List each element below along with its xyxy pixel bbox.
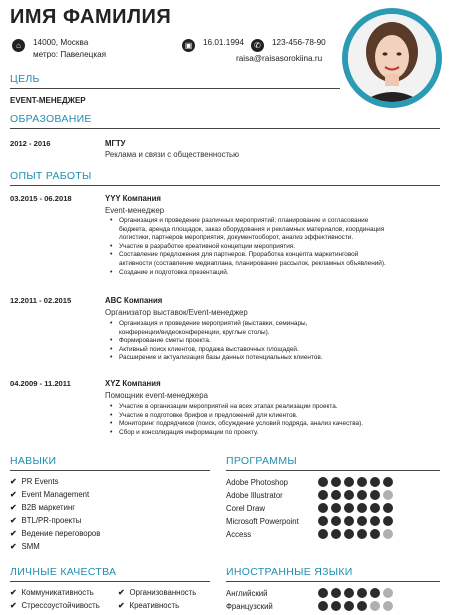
- program-name: Corel Draw: [226, 504, 265, 513]
- check-icon: ✔: [10, 542, 17, 551]
- list-item: • Участие в организации мероприятий на всех этапах реализации проекта.: [108, 403, 438, 412]
- section-title-languages: ИНОСТРАННЫЕ ЯЗЫКИ: [226, 566, 353, 578]
- list-item-continued: конференции/видеоконференции, круглые столы).: [119, 328, 270, 336]
- job-dates: 12.2011 - 02.2015: [10, 296, 72, 305]
- section-title-programs: ПРОГРАММЫ: [226, 455, 297, 467]
- check-icon: ✔: [10, 588, 17, 597]
- job-company: ABC Компания: [105, 296, 163, 305]
- full-name: ИМЯ ФАМИЛИЯ: [10, 6, 172, 28]
- rating-dot-filled: [357, 503, 367, 513]
- phone-number: 123-456-78-90: [272, 38, 326, 47]
- rating-dot-filled: [357, 529, 367, 539]
- rating-dot-empty: [383, 490, 393, 500]
- rating-dot-filled: [383, 516, 393, 526]
- quality-item: ✔ Коммуникативность: [10, 588, 94, 597]
- education-dates: 2012 - 2016: [10, 139, 51, 148]
- divider: [10, 88, 340, 89]
- divider: [226, 470, 440, 471]
- avatar: [342, 8, 442, 108]
- rating-dot-filled: [318, 601, 328, 611]
- cake-icon: ▣: [182, 39, 195, 52]
- rating-dot-filled: [370, 477, 380, 487]
- rating-dot-empty: [370, 601, 380, 611]
- rating-dot-filled: [370, 503, 380, 513]
- section-title-goal: ЦЕЛЬ: [10, 73, 40, 85]
- phone-icon: ✆: [251, 39, 264, 52]
- birthdate: 16.01.1994: [203, 38, 244, 47]
- divider: [10, 470, 210, 471]
- rating-dot-filled: [370, 516, 380, 526]
- education-specialty: Реклама и связи с общественностью: [105, 150, 239, 159]
- rating-dot-filled: [331, 601, 341, 611]
- home-icon: ⌂: [12, 39, 25, 52]
- program-rating: [318, 529, 393, 539]
- rating-dot-filled: [357, 516, 367, 526]
- rating-dot-filled: [318, 503, 328, 513]
- rating-dot-filled: [318, 529, 328, 539]
- education-institution: МГТУ: [105, 139, 126, 148]
- rating-dot-filled: [383, 477, 393, 487]
- rating-dot-filled: [344, 490, 354, 500]
- rating-dot-filled: [318, 588, 328, 598]
- list-item-continued: логистики, партнеров мероприятия, документооборот, анализ эффективности.: [119, 234, 354, 242]
- section-title-qualities: ЛИЧНЫЕ КАЧЕСТВА: [10, 566, 117, 578]
- check-icon: ✔: [10, 477, 17, 486]
- program-rating: [318, 516, 393, 526]
- skill-item: ✔ Event Management: [10, 490, 90, 499]
- quality-item: ✔ Стрессоустойчивость: [10, 601, 100, 610]
- rating-dot-filled: [344, 601, 354, 611]
- list-item: • Организация и проведение мероприятий (выставки, семинары,: [108, 320, 438, 329]
- email-address[interactable]: raisa@raisasorokiina.ru: [236, 54, 323, 63]
- job-role: Организатор выставок/Event-менеджер: [105, 308, 248, 317]
- rating-dot-filled: [344, 529, 354, 539]
- list-item: • Активный поиск клиентов, продажа выставочных площадей.: [108, 346, 438, 355]
- language-name: Английский: [226, 589, 268, 598]
- target-position: EVENT-МЕНЕДЖЕР: [10, 96, 86, 105]
- job-dates: 04.2009 - 11.2011: [10, 379, 71, 388]
- skill-item: ✔ BTL/PR-проекты: [10, 516, 82, 525]
- language-name: Французский: [226, 602, 273, 611]
- address-line-2: метро: Павелецкая: [33, 50, 107, 59]
- language-rating: [318, 601, 393, 611]
- rating-dot-filled: [331, 529, 341, 539]
- rating-dot-empty: [383, 529, 393, 539]
- list-item: • Создание и подготовка презентаций.: [108, 269, 438, 278]
- rating-dot-filled: [331, 503, 341, 513]
- job-duties: [108, 320, 438, 363]
- section-title-education: ОБРАЗОВАНИЕ: [10, 113, 92, 125]
- rating-dot-filled: [344, 516, 354, 526]
- divider: [10, 581, 210, 582]
- check-icon: ✔: [10, 529, 17, 538]
- address-line-1: 14000, Москва: [33, 38, 89, 47]
- rating-dot-filled: [331, 588, 341, 598]
- rating-dot-filled: [318, 516, 328, 526]
- list-item-continued: активности (составление медиаплана, планирование рассылок, рекламных объявлений).: [119, 259, 386, 267]
- check-icon: ✔: [10, 601, 17, 610]
- rating-dot-filled: [383, 503, 393, 513]
- check-icon: ✔: [10, 503, 17, 512]
- skill-item: ✔ SMM: [10, 542, 40, 551]
- skill-item: ✔ B2B маркетинг: [10, 503, 76, 512]
- check-icon: ✔: [10, 516, 17, 525]
- list-item: • Расширение и актуализация базы данных потенциальных клиентов.: [108, 354, 438, 363]
- program-rating: [318, 490, 393, 500]
- check-icon: ✔: [118, 588, 125, 597]
- profile-photo: [348, 14, 436, 102]
- rating-dot-filled: [318, 490, 328, 500]
- job-dates: 03.2015 - 06.2018: [10, 194, 72, 203]
- language-rating: [318, 588, 393, 598]
- program-rating: [318, 503, 393, 513]
- rating-dot-filled: [318, 477, 328, 487]
- list-item: • Формирование сметы проекта.: [108, 337, 438, 346]
- list-item: • Организация и проведение различных мероприятий: планирование и согласование: [108, 217, 438, 226]
- list-item: • Составление предложения для партнеров. Проработка концепта маркетинговой: [108, 251, 438, 260]
- rating-dot-filled: [331, 477, 341, 487]
- rating-dot-empty: [383, 601, 393, 611]
- rating-dot-filled: [331, 490, 341, 500]
- rating-dot-filled: [357, 588, 367, 598]
- list-item: • Участие в разработке креативной концепции мероприятия.: [108, 243, 438, 252]
- job-company: XYZ Компания: [105, 379, 161, 388]
- divider: [10, 128, 440, 129]
- rating-dot-filled: [370, 490, 380, 500]
- skill-item: ✔ Ведение переговоров: [10, 529, 101, 538]
- list-item: • Мониторинг подрядчиков (поиск, обсуждение условий подряда, анализ качества).: [108, 420, 438, 429]
- rating-dot-filled: [344, 503, 354, 513]
- rating-dot-filled: [370, 588, 380, 598]
- skill-item: ✔ PR Events: [10, 477, 59, 486]
- divider: [10, 185, 440, 186]
- rating-dot-filled: [370, 529, 380, 539]
- quality-item: ✔ Организованность: [118, 588, 197, 597]
- rating-dot-filled: [357, 490, 367, 500]
- list-item: • Сбор и консолидация информации по проекту.: [108, 429, 438, 438]
- job-duties: [108, 403, 438, 437]
- check-icon: ✔: [118, 601, 125, 610]
- program-name: Adobe Photoshop: [226, 478, 288, 487]
- rating-dot-empty: [383, 588, 393, 598]
- list-item: • Участие в подготовке брифов и предложений для клиентов.: [108, 412, 438, 421]
- job-role: Помощник event-менеджера: [105, 391, 208, 400]
- rating-dot-filled: [357, 477, 367, 487]
- job-role: Event-менеджер: [105, 206, 165, 215]
- list-item-continued: бюджета, аренда площадок, заказ оборудования и рекламных материалов, координация: [119, 225, 385, 233]
- section-title-experience: ОПЫТ РАБОТЫ: [10, 170, 92, 182]
- rating-dot-filled: [344, 477, 354, 487]
- program-name: Microsoft Powerpoint: [226, 517, 299, 526]
- section-title-skills: НАВЫКИ: [10, 455, 57, 467]
- divider: [226, 581, 440, 582]
- program-name: Access: [226, 530, 252, 539]
- check-icon: ✔: [10, 490, 17, 499]
- job-duties: [108, 217, 438, 277]
- rating-dot-filled: [331, 516, 341, 526]
- program-rating: [318, 477, 393, 487]
- rating-dot-filled: [344, 588, 354, 598]
- program-name: Adobe Illustrator: [226, 491, 283, 500]
- job-company: YYY Компания: [105, 194, 161, 203]
- rating-dot-filled: [357, 601, 367, 611]
- quality-item: ✔ Креативность: [118, 601, 180, 610]
